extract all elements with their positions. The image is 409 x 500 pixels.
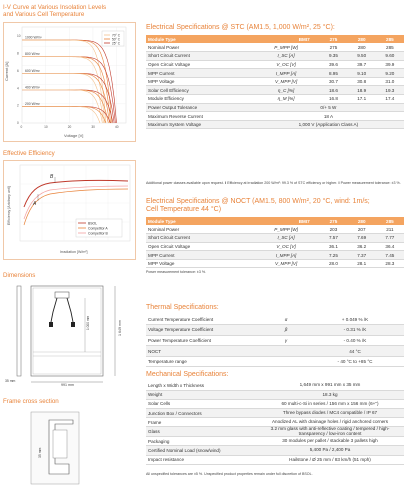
left-column [0,0,140,500]
value-280: 7.37 [348,251,376,260]
module-side [17,286,21,376]
row-label: Weight [146,390,256,399]
dimensions-title: Dimensions [3,272,36,279]
stc-header-row [146,35,404,43]
iv-legend-label: 50° C [112,37,121,42]
mechanical-table [146,381,404,465]
value-275: 16.8 [319,95,347,104]
value-280: 280 [348,43,376,52]
row-label: Junction Box / Connectors [146,409,256,418]
row-symbol: η_M [%] [253,95,320,104]
right-column [140,0,409,500]
iv-y-tick: 2 [17,103,19,108]
iv-y-tick: 0 [17,121,19,126]
table-row [146,242,404,251]
table-row [146,225,404,234]
table-row [146,43,404,52]
value-275: 18.6 [319,86,347,95]
value-285: 28.3 [376,259,404,268]
row-label: Maximum System Voltage [146,120,253,129]
row-label: Open Circuit Voltage [146,60,253,69]
efficiency-xlabel: Irradiation [W/m²] [60,250,88,254]
row-value: 1,000 V (Application Class A) [253,120,404,129]
row-value: 3.2 mm glass with anti-reflective coating / tempered / high-transparency / low-iron content [256,427,404,437]
value-280: 18.9 [348,86,376,95]
row-value: 5,400 Pa / 2,400 Pa [256,446,404,455]
iv-curve-label: 1000 W/m² [25,35,42,40]
value-285: 7.77 [376,234,404,243]
row-value: - 0.40 % /K [306,335,404,346]
row-label: Length x Width x Thickness [146,381,256,390]
row-label: Packaging [146,437,256,446]
row-label: Short Circuit Current [146,52,253,61]
efficiency-chart [4,161,135,259]
iv-curve-label: 600 W/m² [25,68,40,73]
row-symbol: V_OC [V] [253,60,320,69]
table-row [146,325,404,336]
row-label: Impact resistance [146,455,256,464]
stc-note: Additional power classes available upon request. ‖ Efficiency at irradiation 200 W/m²: 99.3 % of STC efficiency or higher. ‖ Power measurement tolerance: ±3 %. [146,181,401,185]
legend-competitor-a: Competitor A [88,226,108,231]
row-label: Current Temperature Coefficient [146,314,266,325]
row-label: Module Efficiency [146,95,253,104]
iv-y-tick: 6 [17,68,19,73]
value-285: 36.4 [376,242,404,251]
value-280: 7.69 [348,234,376,243]
iv-legend-label: 70° C [112,33,121,38]
table-row [146,335,404,346]
row-label: NOCT [146,346,266,357]
row-symbol: η_C [%] [253,86,320,95]
iv-curve-label: 400 W/m² [25,85,40,90]
row-value: Three bypass diodes / MC4 compatible / IP 67 [256,409,404,418]
table-row [146,120,404,129]
dim-depth: 35 mm [5,379,16,383]
noct-table [146,217,404,268]
iv-curve-label: 800 W/m² [25,52,40,57]
mechanical-note: All unspecified tolerances are ±5 %. Unspecified product properties remain under full discretion of BSOL. [146,472,313,476]
value-280: 207 [348,225,376,234]
table-row [146,346,404,357]
iv-xlabel: Voltage [V] [64,133,84,138]
row-value: + 0.049 % /K [306,314,404,325]
stc-header-275: 275 [319,35,347,43]
iv-chart-panel [3,22,136,142]
value-280: 9.50 [348,52,376,61]
row-label: Certified Nominal Load (snow/wind) [146,446,256,455]
stc-header-280: 280 [348,35,376,43]
table-row [146,52,404,61]
row-label: Open Circuit Voltage [146,242,253,251]
value-275: 203 [319,225,347,234]
table-row [146,103,404,112]
row-symbol: P_MPP [W] [253,225,320,234]
iv-y-tick: 8 [17,51,19,56]
row-value: - 0.31 % /K [306,325,404,336]
stc-header-module-type: Module Type [146,35,253,43]
table-row [146,259,404,268]
frame-height: 35 mm [38,447,42,458]
row-label: Solar Cell Efficiency [146,86,253,95]
value-275: 28.0 [319,259,347,268]
row-label: Temperature range [146,356,266,367]
frame-title: Frame cross section [3,398,59,405]
value-285: 19.3 [376,86,404,95]
dim-height: 1 649 mm [118,320,122,336]
table-row [146,409,404,418]
value-275: 8.95 [319,69,347,78]
table-row [146,112,404,121]
thermal-table [146,314,404,367]
label-a: A [33,201,37,207]
row-label: Frame [146,418,256,427]
row-value: Anodized AL with drainage holes / rigid anchored corners [256,418,404,427]
efficiency-ylabel: Efficiency [Arbitrary unit] [7,186,11,225]
iv-x-tick: 40 [115,125,119,129]
row-label: Solar Cells [146,399,256,408]
table-row [146,69,404,78]
table-row [146,314,404,325]
frame-drawing [3,408,136,496]
iv-chart-title: I-V Curve at Various Insolation Levels and Various Cell Temperature [3,4,107,18]
value-275: 7.25 [319,251,347,260]
value-275: 36.1 [319,242,347,251]
row-label: MPP Voltage [146,77,253,86]
legend-bsol: BSOL [88,221,98,226]
row-symbol: γ [266,335,306,346]
value-280: 39.7 [348,60,376,69]
table-row [146,427,404,437]
iv-ylabel: Current [A] [4,61,9,81]
row-label: Power Temperature Coefficient [146,335,266,346]
table-row [146,86,404,95]
row-value: - 40 °C to +85 °C [306,356,404,367]
table-row [146,356,404,367]
value-280: 30.8 [348,77,376,86]
table-row [146,446,404,455]
table-row [146,95,404,104]
row-value: 0/+ 5 W [253,103,404,112]
dim-width: 991 mm [61,383,74,387]
row-label: Maximum Reverse Current [146,112,253,121]
mechanical-title: Mechanical Specifications: [146,371,229,378]
value-280: 28.1 [348,259,376,268]
row-label: Power Output Tolerance [146,103,253,112]
row-symbol: I_SC [A] [253,52,320,61]
iv-x-tick: 20 [67,125,72,129]
value-285: 211 [376,225,404,234]
row-label: Nominal Power [146,225,253,234]
value-285: 9.20 [376,69,404,78]
row-symbol: I_MPP [A] [253,69,320,78]
label-b: B [50,174,54,180]
row-value: 18.3 kg [256,390,404,399]
row-symbol: P_MPP [W] [253,43,320,52]
noct-note: Power measurement tolerance: ±3 %. [146,270,207,274]
value-280: 36.2 [348,242,376,251]
row-label: Voltage Temperature Coefficient [146,325,266,336]
efficiency-panel [3,160,136,260]
table-row [146,251,404,260]
table-row [146,60,404,69]
value-280: 9.10 [348,69,376,78]
table-row [146,77,404,86]
noct-header-row [146,217,404,225]
table-row [146,381,404,390]
iv-y-tick: 4 [17,86,19,91]
value-285: 7.45 [376,251,404,260]
value-285: 39.9 [376,60,404,69]
value-275: 7.57 [319,234,347,243]
row-value: 30 modules per pallet / stackable 3 pallets high [256,437,404,446]
row-symbol: I_SC [A] [253,234,320,243]
row-symbol: V_OC [V] [253,242,320,251]
row-symbol [266,346,306,357]
row-symbol [266,356,306,367]
row-label: MPP Voltage [146,259,253,268]
row-symbol: V_MPP [V] [253,77,320,86]
row-label: Nominal Power [146,43,253,52]
iv-y-tick: 10 [17,33,21,38]
row-value: 60 multi-c-Si in series / 156 mm x 156 mm (6+") [256,399,404,408]
iv-legend-label: 25° C [112,41,121,46]
noct-header-285: 285 [376,217,404,225]
row-symbol: β [266,325,306,336]
value-285: 9.60 [376,52,404,61]
row-symbol: α [266,314,306,325]
value-275: 9.35 [319,52,347,61]
row-label: MPP Current [146,251,253,260]
efficiency-title: Effective Efficiency [3,150,55,157]
row-value: 1,649 mm x 991 mm x 35 mm [256,381,404,390]
row-symbol: I_MPP [A] [253,251,320,260]
noct-title: Electrical Specifications @ NOCT (AM1.5, 800 W/m², 20 °C, wind: 1m/s; Cell Temperature 44 °C) [146,198,370,213]
row-symbol: V_MPP [V] [253,259,320,268]
stc-title: Electrical Specifications @ STC (AM1.5, 1,000 W/m², 25 °C): [146,24,335,31]
table-row [146,437,404,446]
iv-x-tick: 10 [44,125,48,129]
iv-chart [4,23,135,141]
noct-header-series: BMI7 [289,217,319,225]
noct-header-module-type: Module Type [146,217,253,225]
legend-competitor-b: Competitor B [88,231,108,236]
value-285: 285 [376,43,404,52]
value-275: 30.7 [319,77,347,86]
row-value: 44 °C [306,346,404,357]
stc-header-series: BMI7 [289,35,319,43]
row-value: 18 A [253,112,404,121]
value-280: 17.1 [348,95,376,104]
table-row [146,455,404,464]
table-row [146,399,404,408]
row-label: Glass [146,427,256,437]
row-value: Hailstone / Ø 25 mm / 83 km/h (51 mph) [256,455,404,464]
value-275: 39.6 [319,60,347,69]
iv-curve-label: 200 W/m² [25,101,40,106]
value-275: 275 [319,43,347,52]
table-row [146,234,404,243]
row-label: MPP Current [146,69,253,78]
iv-x-tick: 0 [20,125,23,129]
value-285: 17.4 [376,95,404,104]
table-row [146,390,404,399]
noct-header-275: 275 [319,217,347,225]
dim-inner: 1 000 mm [86,315,90,330]
thermal-title: Thermal Specifications: [146,304,219,311]
dimensions-drawing [3,282,136,387]
stc-header-285: 285 [376,35,404,43]
value-285: 31.0 [376,77,404,86]
noct-header-280: 280 [348,217,376,225]
iv-x-tick: 30 [91,125,95,129]
stc-table [146,35,404,129]
junction-box [55,292,69,298]
row-label: Short Circuit Current [146,234,253,243]
